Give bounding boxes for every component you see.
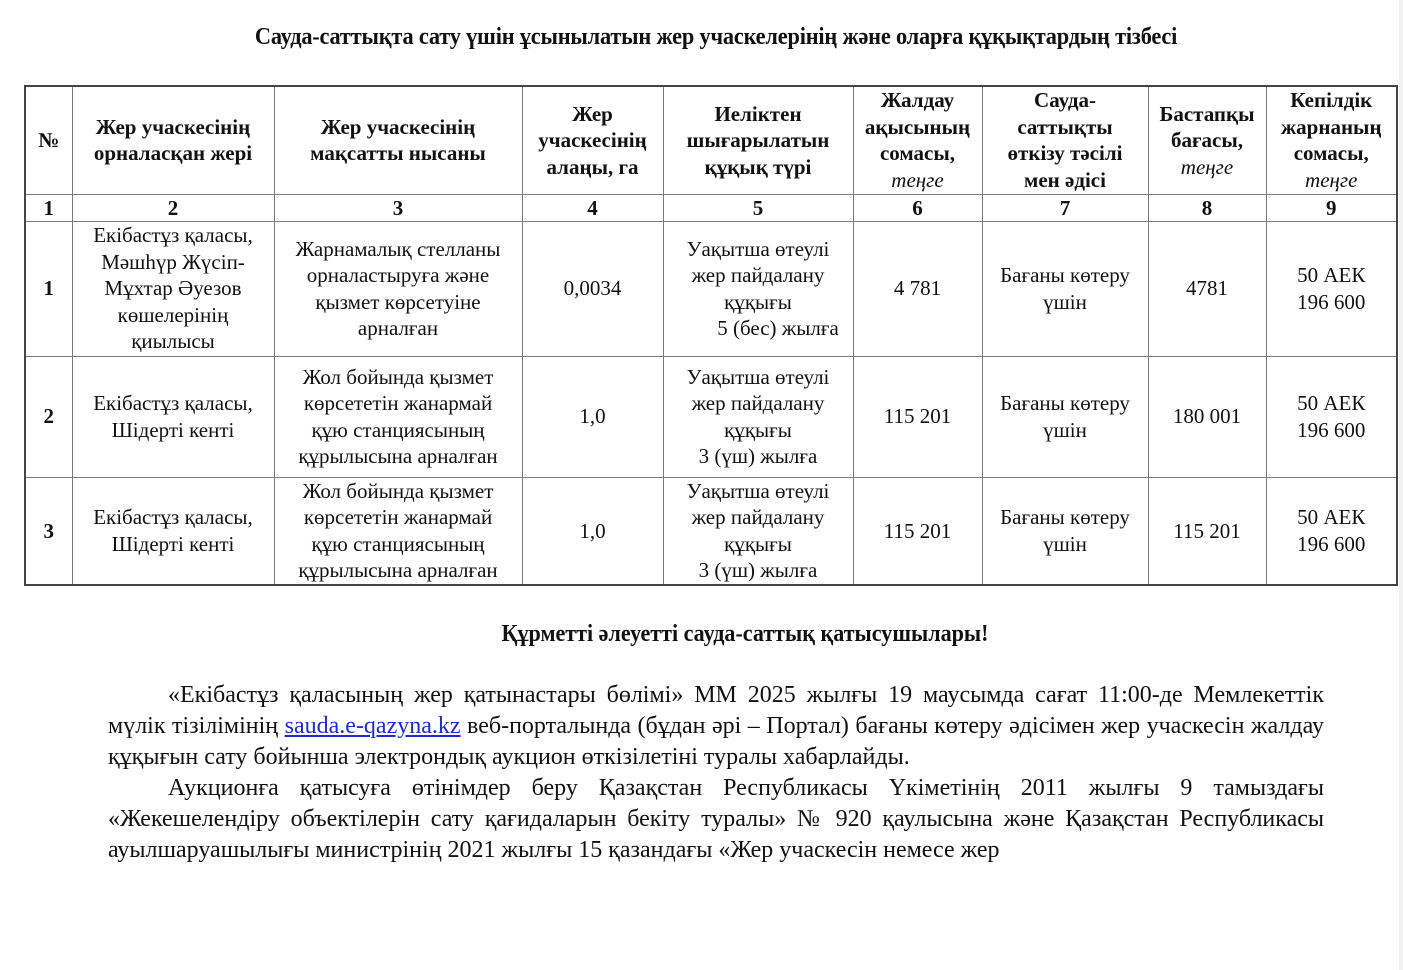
lot-start-price: 180 001 — [1148, 356, 1266, 477]
lot-right-type: Уақытша өтеулі жер пайдалану құқығы 3 (үш) жылға — [663, 356, 853, 477]
column-number: 6 — [853, 194, 982, 221]
header-location: Жер учаскесінің орналасқан жері — [72, 86, 274, 194]
header-rent-unit: теңге — [891, 167, 944, 192]
lot-location: Екібастұз қаласы, Шідерті кенті — [72, 477, 274, 585]
page-edge — [1399, 0, 1403, 970]
lot-rent: 4 781 — [853, 221, 982, 356]
lot-area: 1,0 — [522, 356, 663, 477]
lot-right-term: 3 (үш) жылға — [698, 558, 818, 583]
notice-heading: Құрметті әлеуетті сауда-саттық қатысушылары! — [501, 621, 989, 647]
land-plots-table — [24, 85, 1398, 586]
table-row — [25, 356, 1397, 477]
lot-purpose: Жол бойында қызмет көрсететін жанармай құю станциясының құрылысына арналған — [274, 356, 522, 477]
column-number: 4 — [522, 194, 663, 221]
header-purpose: Жер учаскесінің мақсатты нысаны — [274, 86, 522, 194]
header-right-type: Иеліктен шығарылатын құқық түрі — [663, 86, 853, 194]
lot-right-term: 3 (үш) жылға — [698, 444, 818, 468]
table-header-row — [25, 86, 1397, 194]
table-row — [25, 477, 1397, 585]
notice-body — [108, 680, 1324, 866]
document-title: Сауда-саттықта сату үшін ұсынылатын жер учаскелерінің және оларға құқықтардың тізбесі — [254, 24, 1178, 50]
header-rent: Жалдау ақысының сомасы, теңге — [853, 86, 982, 194]
lot-start-price: 4781 — [1148, 221, 1266, 356]
lot-number: 1 — [25, 221, 72, 356]
column-number: 1 — [25, 194, 72, 221]
lot-location: Екібастұз қаласы, Мәшһүр Жүсіп-Мұхтар Әуезов көшелерінің қиылысы — [72, 221, 274, 356]
notice-paragraph-1: «Екібастұз қаласының жер қатынастары бөлімі» ММ 2025 жылғы 19 маусымда сағат 11:00-де Мемлекеттік мүлік тізілімінің sauda.e-qazyna.kz веб-порталында (бұдан әрі – Портал) бағаны көтеру әдісімен жер учаскесін жалдау құқығын сату бойынша электрондық аукцион өткізілетіні туралы хабарлайды. — [108, 682, 1324, 770]
lot-purpose: Жол бойында қызмет көрсететін жанармай құю станциясының құрылысына арналған — [274, 477, 522, 585]
column-number: 5 — [663, 194, 853, 221]
lot-deposit: 50 АЕК 196 600 — [1266, 477, 1397, 585]
header-method: Сауда-саттықты өткізу тәсілі мен әдісі — [982, 86, 1148, 194]
portal-link[interactable]: sauda.e-qazyna.kz — [284, 713, 461, 739]
lot-method: Бағаны көтеру үшін — [982, 356, 1148, 477]
lot-method: Бағаны көтеру үшін — [982, 221, 1148, 356]
lot-right-term: 5 (бес) жылға — [717, 316, 839, 340]
lot-number: 3 — [25, 477, 72, 585]
header-number: № — [25, 86, 72, 194]
lot-area: 1,0 — [522, 477, 663, 585]
lot-right-type: Уақытша өтеулі жер пайдалану құқығы 3 (үш) жылға — [663, 477, 853, 585]
lot-right-type: Уақытша өтеулі жер пайдалану құқығы 5 (бес) жылға — [663, 221, 853, 356]
column-number: 3 — [274, 194, 522, 221]
table-row — [25, 221, 1397, 356]
lot-area: 0,0034 — [522, 221, 663, 356]
lot-method: Бағаны көтеру үшін — [982, 477, 1148, 585]
lot-deposit: 50 АЕК 196 600 — [1266, 356, 1397, 477]
header-deposit: Кепілдік жарнаның сомасы, теңге — [1266, 86, 1397, 194]
column-number: 9 — [1266, 194, 1397, 221]
lot-rent: 115 201 — [853, 477, 982, 585]
lot-deposit: 50 АЕК 196 600 — [1266, 221, 1397, 356]
lot-purpose: Жарнамалық стелланы орналастыруға және қызмет көрсетуіне арналған — [274, 221, 522, 356]
lot-start-price: 115 201 — [1148, 477, 1266, 585]
header-start-price-unit: теңге — [1180, 154, 1234, 179]
header-deposit-unit: теңге — [1305, 167, 1358, 192]
lot-location: Екібастұз қаласы, Шідерті кенті — [72, 356, 274, 477]
column-number: 7 — [982, 194, 1148, 221]
lot-number: 2 — [25, 356, 72, 477]
notice-paragraph-2: Аукционға қатысуға өтінімдер беру Қазақстан Республикасы Үкіметінің 2011 жылғы 9 тамыздағы «Жекешелендіру объектілерін сату қағидаларын бекіту туралы» № 920 қаулысына және Қазақстан Республикасы ауылшаруашылығы министрінің 2021 жылғы 15 қазандағы «Жер учаскесін немесе жер — [108, 775, 1324, 863]
column-number: 2 — [72, 194, 274, 221]
header-area: Жер учаскесінің алаңы, га — [522, 86, 663, 194]
header-start-price: Бастапқы бағасы, теңге — [1148, 86, 1266, 194]
lot-rent: 115 201 — [853, 356, 982, 477]
column-number: 8 — [1148, 194, 1266, 221]
column-number-row — [25, 194, 1397, 221]
